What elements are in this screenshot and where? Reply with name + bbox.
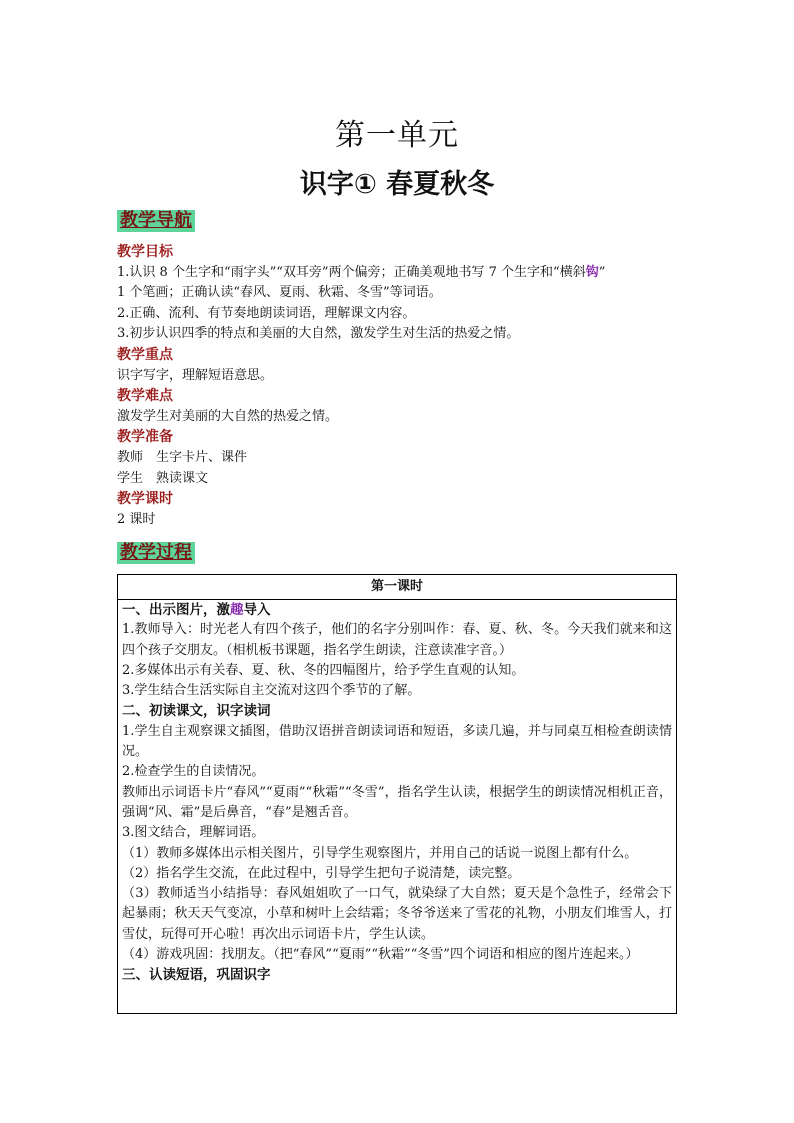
- teaching-nav-section: [117, 242, 687, 530]
- goals-line-4: 3.初步认识四季的特点和美丽的大自然，激发学生对生活的热爱之情。: [117, 326, 520, 342]
- highlight-char: 钩: [585, 264, 599, 280]
- section-1-heading-end: 导入: [243, 602, 271, 618]
- lesson-process-table: [117, 574, 677, 1014]
- section-3-heading: 三、认读短语，巩固识字: [122, 967, 271, 984]
- section-2-paragraph: （4）游戏巩固：找朋友。（把“春风”“夏雨”“秋霜”“冬雪”四个词语和相应的图片连起来。）: [122, 947, 639, 963]
- section-1-heading: [122, 600, 672, 620]
- section-2-heading: 二、初读课文，识字读词: [122, 703, 271, 720]
- section-1-paragraph: 3.学生结合生活实际自主交流对这四个季节的了解。: [122, 683, 421, 699]
- section-1-paragraph: 2.多媒体出示有关春、夏、秋、冬的四幅图片，给予学生直观的认知。: [122, 662, 525, 678]
- section-2-paragraph: （3）教师适当小结指导：春风姐姐吹了一口气，就染绿了大自然；夏天是个急性子，经常会下起暴雨；秋天天气变凉，小草和树叶上会结霜；冬爷爷送来了雪花的礼物，小朋友们堆雪人，打雪仗，玩得可开心啦！再次出示词语卡片，学生认读。: [122, 886, 672, 942]
- section-1-paragraph: 1.教师导入：时光老人有四个孩子，他们的名字分别叫作：春、夏、秋、冬。今天我们就来和这四个孩子交朋友。（相机板书课题，指名学生朗读，注意读准字音。）: [122, 622, 672, 658]
- goals-line-1-end: ”: [598, 264, 606, 280]
- goals-heading: 教学目标: [117, 244, 173, 260]
- key-points-text: 识字写字，理解短语意思。: [117, 367, 274, 383]
- goals-line-2: 1 个笔画；正确认读“春风、夏雨、秋霜、冬雪”等词语。: [117, 285, 442, 301]
- table-body: [118, 600, 676, 986]
- difficulty-heading: 教学难点: [117, 388, 173, 405]
- prep-student: 学生 熟读课文: [117, 470, 209, 486]
- section-2-paragraph: （2）指名学生交流，在此过程中，引导学生把句子说清楚，读完整。: [122, 865, 521, 881]
- lesson-title: 识字① 春夏秋冬: [299, 169, 495, 200]
- difficulty-text: 激发学生对美丽的大自然的热爱之情。: [117, 408, 339, 424]
- class-hours-text: 2 课时: [117, 511, 156, 527]
- table-title: 第一课时: [118, 575, 676, 600]
- highlight-char: 趣: [230, 602, 244, 618]
- prep-teacher: 教师 生字卡片、课件: [117, 449, 248, 465]
- section-2-paragraph: 1.学生自主观察课文插图，借助汉语拼音朗读词语和短语，多读几遍，并与同桌互相检查朗读情况。: [122, 723, 672, 760]
- key-points-heading: 教学重点: [117, 346, 173, 363]
- preparation-heading: 教学准备: [117, 429, 173, 446]
- section-2-paragraph: 3.图文结合，理解词语。: [122, 825, 265, 841]
- unit-title: 第一单元: [335, 118, 459, 153]
- goals-line-1: [117, 263, 687, 284]
- section-2-paragraph: 2.检查学生的自读情况。: [122, 764, 265, 780]
- teaching-process-banner: 教学过程: [117, 542, 195, 564]
- section-2-paragraph: 教师出示词语卡片“春风”“夏雨”“秋霜”“冬雪”，指名学生认读，根据学生的朗读情况相机正音，强调“风、霜”是后鼻音，“春”是翘舌音。: [122, 784, 672, 820]
- goals-line-1-text: 1.认识 8 个生字和“雨字头”“双耳旁”两个偏旁；正确美观地书写 7 个生字和“横斜: [117, 264, 586, 280]
- teaching-nav-banner: 教学导航: [117, 210, 195, 232]
- class-hours-heading: 教学课时: [117, 491, 173, 508]
- section-2-paragraph: （1）教师多媒体出示相关图片，引导学生观察图片，并用自己的话说一说图上都有什么。: [122, 845, 638, 861]
- section-1-heading-text: 一、出示图片，激: [122, 602, 230, 618]
- goals-line-3: 2.正确、流利、有节奏地朗读词语，理解课文内容。: [117, 305, 416, 321]
